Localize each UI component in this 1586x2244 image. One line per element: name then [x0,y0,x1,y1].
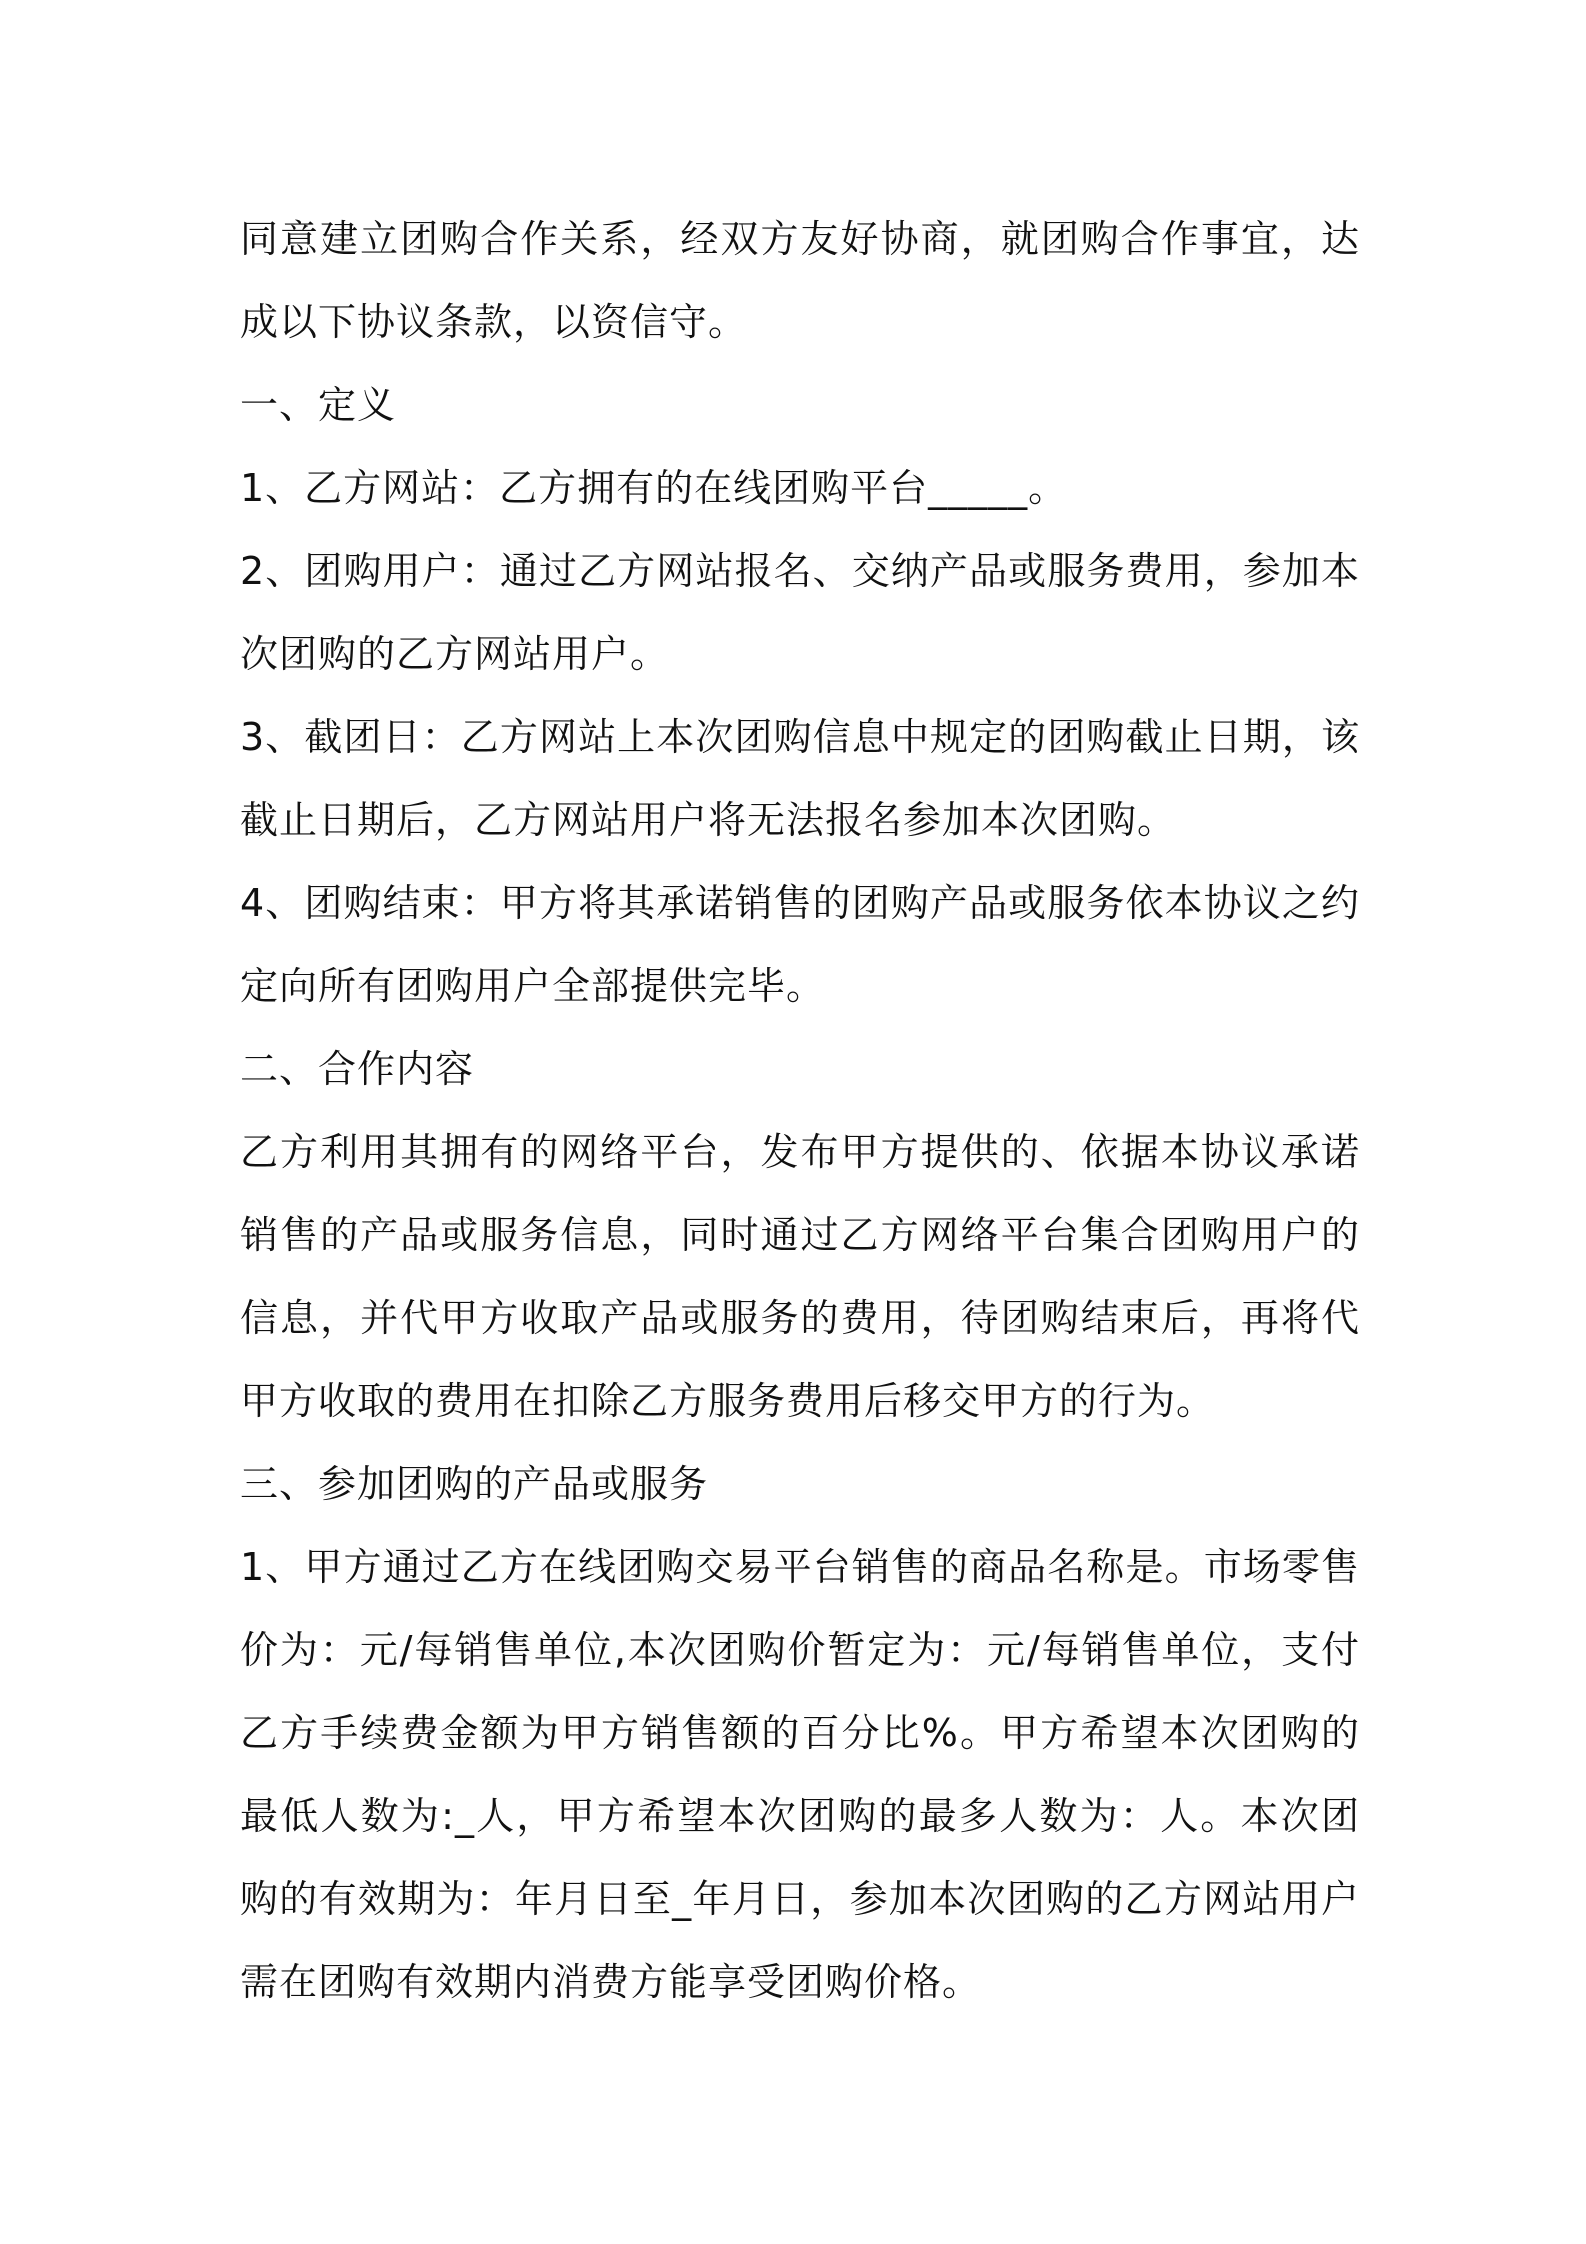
definition-item-2: 2、团购用户：通过乙方网站报名、交纳产品或服务费用，参加本次团购的乙方网站用户。 [240,549,1360,676]
definition-item-4: 4、团购结束：甲方将其承诺销售的团购产品或服务依本协议之约定向所有团购用户全部提供完毕。 [240,881,1360,1008]
section-heading-definitions: 一、定义 [240,383,397,427]
definition-item-1: 1、乙方网站：乙方拥有的在线团购平台_____。 [240,466,1068,510]
products-item-1: 1、甲方通过乙方在线团购交易平台销售的商品名称是。市场零售价为：元/每销售单位,本次团购价暂定为：元/每销售单位，支付乙方手续费金额为甲方销售额的百分比%。甲方希望本次团购的最低人数为:_人，甲方希望本次团购的最多人数为：人。本次团购的有效期为：年月日至_年月日，参加本次团购的乙方网站用户需在团购有效期内消费方能享受团购价格。 [240,1545,1360,2004]
section-heading-cooperation: 二、合作内容 [240,1047,475,1091]
definition-item-3: 3、截团日：乙方网站上本次团购信息中规定的团购截止日期，该截止日期后，乙方网站用户将无法报名参加本次团购。 [240,715,1360,842]
document-body [240,198,1360,2024]
section-heading-products: 三、参加团购的产品或服务 [240,1462,709,1506]
cooperation-paragraph: 乙方利用其拥有的网络平台，发布甲方提供的、依据本协议承诺销售的产品或服务信息，同时通过乙方网络平台集合团购用户的信息，并代甲方收取产品或服务的费用，待团购结束后，再将代甲方收取的费用在扣除乙方服务费用后移交甲方的行为。 [240,1130,1360,1423]
intro-paragraph: 同意建立团购合作关系，经双方友好协商，就团购合作事宜，达成以下协议条款，以资信守。 [240,217,1360,344]
